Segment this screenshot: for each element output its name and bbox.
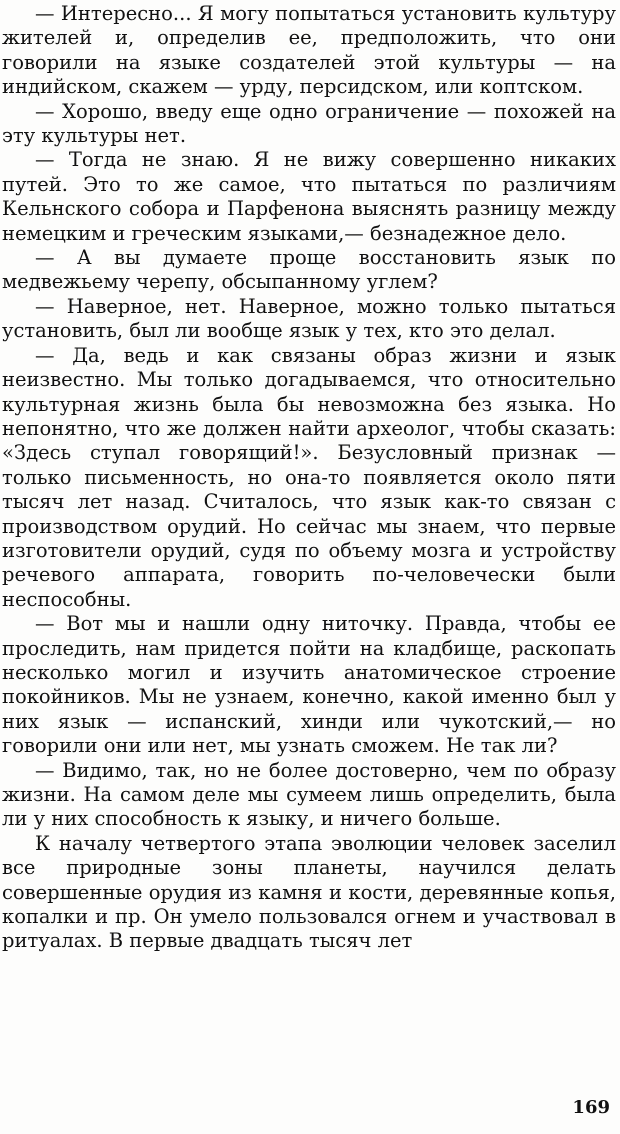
- paragraph-4: — А вы думаете проще восстановить язык по медвежьему черепу, обсыпанному углем?: [2, 246, 616, 294]
- paragraph-8: — Видимо, так, но не более достоверно, чем по образу жизни. На самом деле мы сумеем лишь определить, была ли у них способность к языку, и ничего больше.: [2, 758, 616, 831]
- paragraph-7: — Вот мы и нашли одну ниточку. Правда, чтобы ее проследить, нам придется пойти на кладбище, раскопать несколько могил и изучить анатомическое строение покойников. Мы не узнаем, конечно, какой именно был у них язык — испанский, хинди или чукотский,— но говорили они или нет, мы узнать сможем. Не так ли?: [2, 612, 616, 758]
- page-number: 169: [572, 1097, 610, 1118]
- paragraph-2: — Хорошо, введу еще одно ограничение — похожей на эту культуры нет.: [2, 99, 616, 148]
- paragraph-3: — Тогда не знаю. Я не вижу совершенно никаких путей. Это то же самое, что пытаться по различиям Кельнского собора и Парфенона выяснять разницу между немецким и греческим языками,— безнадежное дело.: [2, 148, 616, 245]
- paragraph-6: — Да, ведь и как связаны образ жизни и язык неизвестно. Мы только догадываемся, что относительно культурная жизнь была бы невозможна без языка. Но непонятно, что же должен найти археолог, чтобы сказать: «Здесь ступал говорящий!». Безусловный признак — только письменность, но она-то появляется около пяти тысяч лет назад. Считалось, что язык как-то связан с производством орудий. Но сейчас мы знаем, что первые изготовители орудий, судя по объему мозга и устройству речевого аппарата, говорить по-человечески были неспособны.: [2, 343, 616, 611]
- paragraph-9: К началу четвертого этапа эволюции человек заселил все природные зоны планеты, научился делать совершенные орудия из камня и кости, деревянные копья, копалки и пр. Он умело пользовался огнем и участвовал в ритуалах. В первые двадцать тысяч лет: [2, 831, 616, 953]
- paragraph-5: — Наверное, нет. Наверное, можно только пытаться установить, был ли вообще язык у тех, кто это делал.: [2, 294, 616, 343]
- paragraph-1: — Интересно... Я могу попытаться установить культуру жителей и, определив ее, предположить, что они говорили на языке создателей этой культуры — на индийском, скажем — урду, персидском, или коптском.: [2, 2, 616, 99]
- body-text: [2, 2, 616, 954]
